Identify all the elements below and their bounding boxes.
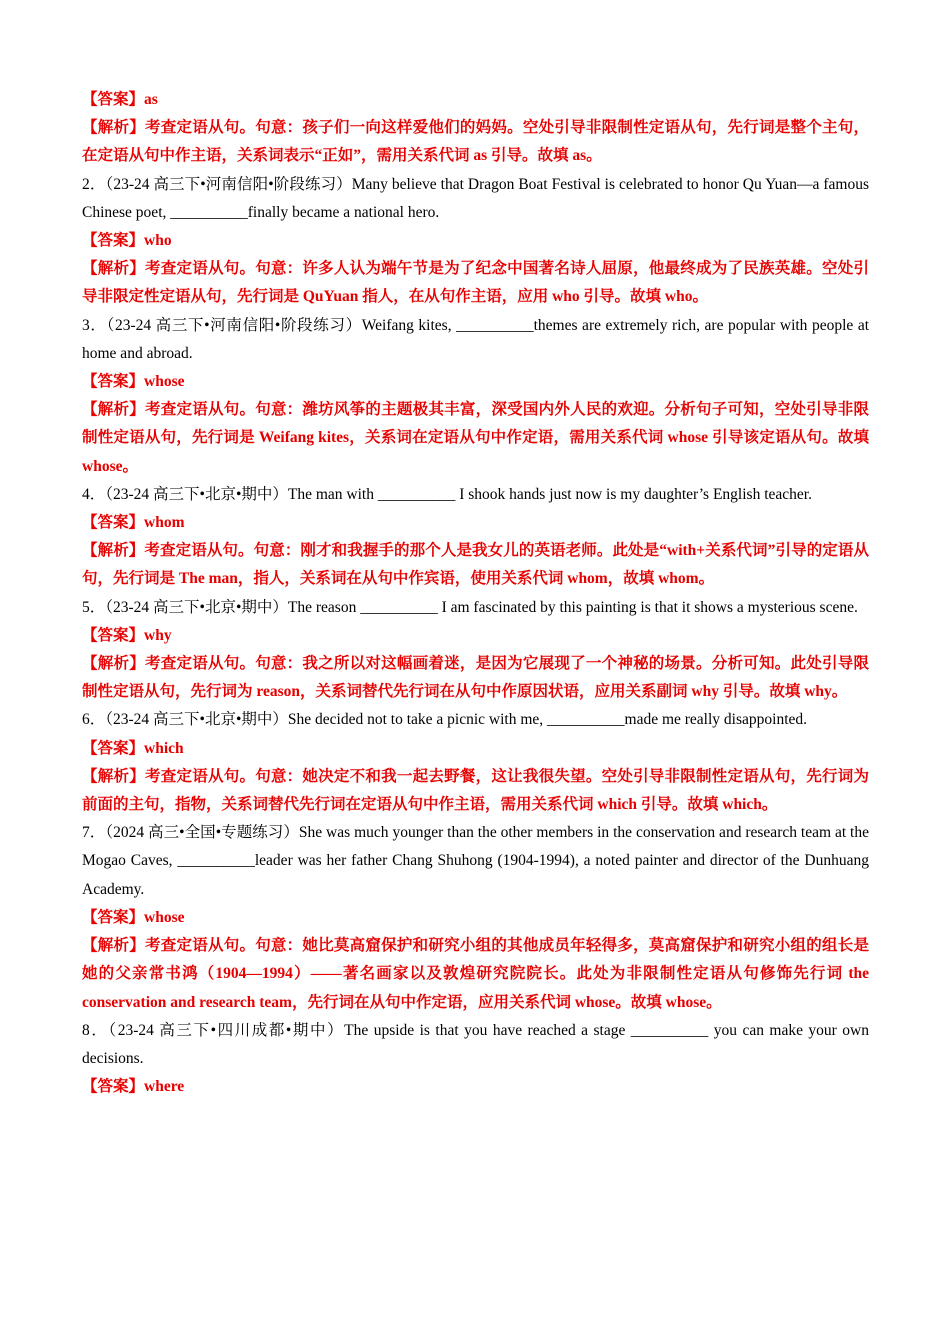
answer-line: 【答案】who <box>82 232 172 250</box>
question-text: 4．（23-24 高三下•北京•期中）The man with __________ I shook hands just now is my daughter’s English teacher. <box>82 485 812 503</box>
answer-line: 【答案】why <box>82 626 172 644</box>
question-text: 7．（2024 高三•全国•专题练习）She was much younger than the other members in the conservation and research team at the Mogao Caves, __________leader was her father Chang Shuhong (1904-1994), a noted painter and director of the Dunhuang Academy. <box>82 824 869 898</box>
question-text: 2．（23-24 高三下•河南信阳•阶段练习）Many believe that Dragon Boat Festival is celebrated to honor Qu Yuan—a famous Chinese poet, __________finally became a national hero. <box>82 175 869 221</box>
item-6 <box>82 706 869 819</box>
analysis-text: 【解析】考查定语从句。句意：许多人认为端午节是为了纪念中国著名诗人屈原，他最终成为了民族英雄。空处引导非限定性定语从句，先行词是 QuYuan 指人，在从句作主语，应用 who 引导。故填 who。 <box>82 260 869 306</box>
analysis-text: 【解析】考查定语从句。句意：孩子们一向这样爱他们的妈妈。空处引导非限制性定语从句，先行词是整个主句，在定语从句中作主语，关系词表示“正如”，需用关系代词 as 引导。故填 as。 <box>82 119 869 165</box>
answer-line: 【答案】whom <box>82 514 185 532</box>
item-5 <box>82 594 869 707</box>
answer-line: 【答案】whose <box>82 373 185 391</box>
item-4 <box>82 481 869 594</box>
item-1 <box>82 86 869 171</box>
question-text: 3．（23-24 高三下•河南信阳•阶段练习）Weifang kites, __________themes are extremely rich, are popular with people at home and abroad. <box>82 316 869 362</box>
item-8 <box>82 1017 869 1102</box>
item-2 <box>82 171 869 312</box>
document-page <box>82 86 869 1101</box>
item-7 <box>82 819 869 1016</box>
answer-line: 【答案】whose <box>82 908 185 926</box>
answer-line: 【答案】as <box>82 91 158 108</box>
analysis-text: 【解析】考查定语从句。句意：潍坊风筝的主题极其丰富，深受国内外人民的欢迎。分析句子可知，空处引导非限制性定语从句，先行词是 Weifang kites，关系词在定语从句中作定语，需用关系代词 whose 引导该定语从句。故填 whose。 <box>82 401 869 475</box>
question-text: 6．（23-24 高三下•北京•期中）She decided not to take a picnic with me, __________made me really disappointed. <box>82 711 808 729</box>
question-text: 5．（23-24 高三下•北京•期中）The reason __________ I am fascinated by this painting is that it shows a mysterious scene. <box>82 598 858 616</box>
analysis-text: 【解析】考查定语从句。句意：她比莫高窟保护和研究小组的其他成员年轻得多，莫高窟保护和研究小组的组长是她的父亲常书鸿（1904—1994）——著名画家以及敦煌研究院院长。此处为非限制性定语从句修饰先行词 the conservation and research team，先行词在从句中作定语，应用关系代词 whose。故填 whose。 <box>82 937 869 1011</box>
analysis-text: 【解析】考查定语从句。句意：我之所以对这幅画着迷，是因为它展现了一个神秘的场景。分析可知。此处引导限制性定语从句，先行词为 reason，关系词替代先行词在从句中作原因状语，应用关系副词 why 引导。故填 why。 <box>82 655 869 701</box>
question-text: 8．（23-24 高三下•四川成都•期中）The upside is that you have reached a stage __________ you can make your own decisions. <box>82 1021 869 1067</box>
analysis-text: 【解析】考查定语从句。句意：她决定不和我一起去野餐，这让我很失望。空处引导非限制性定语从句，先行词为前面的主句，指物，关系词替代先行词在定语从句中作主语，需用关系代词 which 引导。故填 which。 <box>82 767 869 814</box>
analysis-text: 【解析】考查定语从句。句意：刚才和我握手的那个人是我女儿的英语老师。此处是“with+关系代词”引导的定语从句，先行词是 The man，指人，关系词在从句中作宾语，使用关系代词 whom，故填 whom。 <box>82 542 869 588</box>
item-3 <box>82 312 869 481</box>
answer-line: 【答案】which <box>82 739 184 757</box>
answer-line: 【答案】where <box>82 1078 185 1096</box>
